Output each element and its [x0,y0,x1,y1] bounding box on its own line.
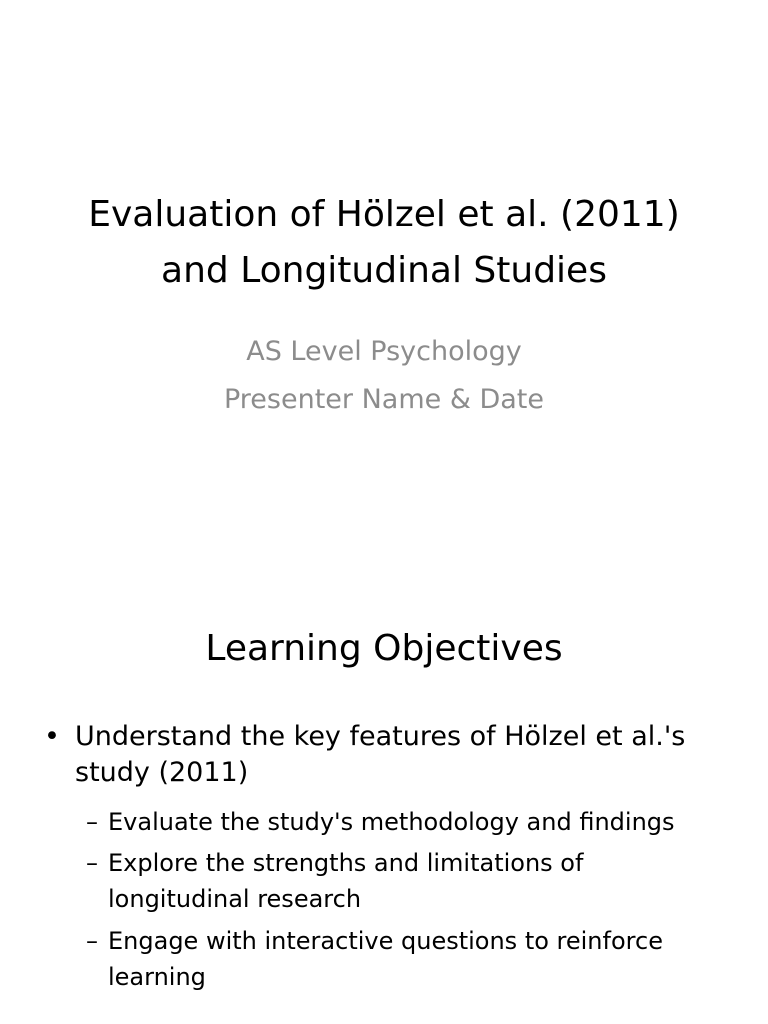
sub-bullet-text: Engage with interactive questions to reinforce learning [108,927,663,991]
sub-bullet-marker: – [86,808,98,836]
sub-bullet-item [86,845,706,917]
objectives-slide [0,512,768,1024]
sub-bullet-item [86,804,706,840]
sub-bullet-text: Explore the strengths and limitations of longitudinal research [108,849,584,913]
slide-title-line-1: Evaluation of Hölzel et al. (2011) [88,194,680,235]
slide-subtitle-line-1: AS Level Psychology [246,336,522,367]
sub-bullet-text: Evaluate the study's methodology and findings [108,808,675,836]
slide-subtitle-line-2: Presenter Name & Date [223,384,544,415]
sub-bullet-marker: – [86,849,98,877]
sub-bullet-item [86,923,706,995]
objectives-title: Learning Objectives [205,628,563,669]
bullet-text: Understand the key features of Hölzel et al.'s study (2011) [75,721,686,788]
bullet-marker: • [44,721,60,752]
slide-title-line-2: and Longitudinal Studies [161,250,607,291]
bullet-item [44,719,724,791]
sub-bullet-marker: – [86,927,98,955]
